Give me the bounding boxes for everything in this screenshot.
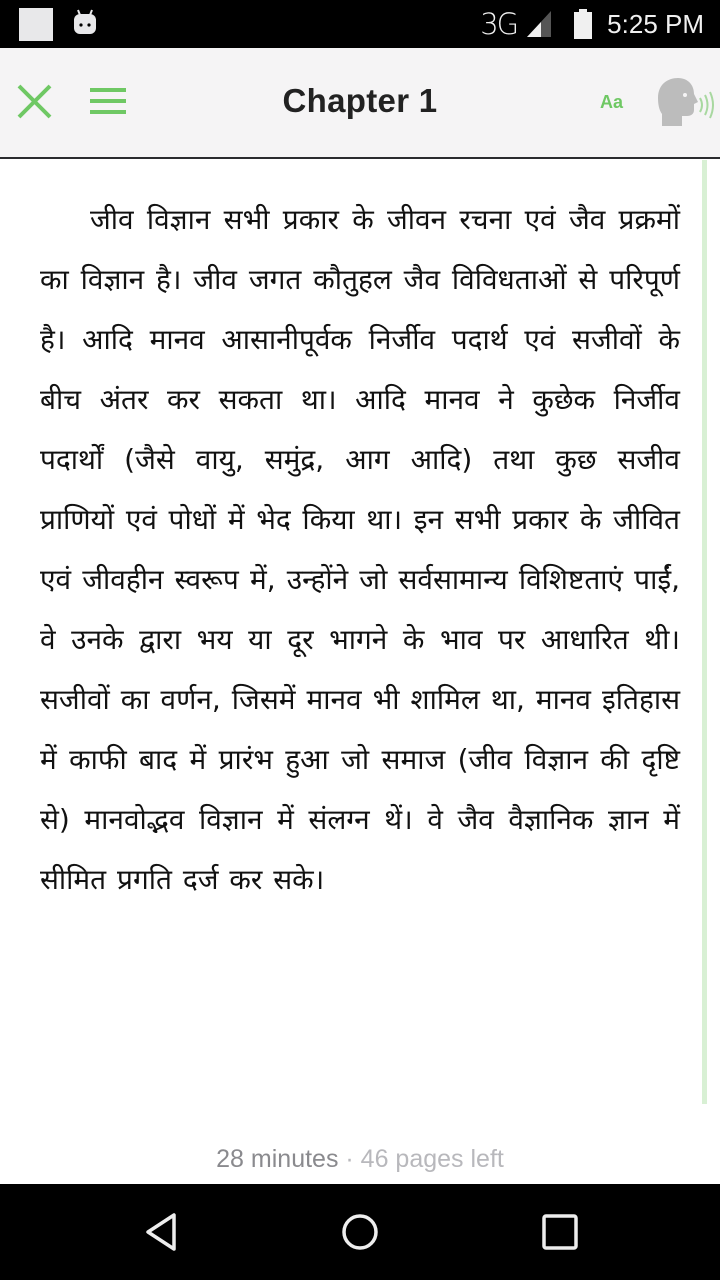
notification-square-icon xyxy=(19,8,53,41)
reader-toolbar xyxy=(0,48,720,159)
status-bar xyxy=(0,0,720,48)
clock: 5:25 PM xyxy=(607,8,704,39)
speaking-head-icon[interactable] xyxy=(654,78,714,128)
home-icon[interactable] xyxy=(340,1212,380,1252)
system-navigation-bar xyxy=(0,1184,720,1280)
battery-icon xyxy=(573,9,593,39)
network-type: 3G xyxy=(480,7,518,41)
reading-progress-info xyxy=(0,1145,720,1174)
font-settings-button[interactable]: Aa xyxy=(600,92,624,112)
android-robot-icon xyxy=(72,8,98,38)
signal-icon xyxy=(527,11,551,37)
chapter-title: Chapter 1 xyxy=(282,82,438,119)
pages-left: 46 pages left xyxy=(360,1145,504,1173)
recents-icon[interactable] xyxy=(540,1212,580,1252)
reading-progress-bar xyxy=(702,160,707,1104)
back-icon[interactable] xyxy=(142,1212,182,1252)
time-left: 28 minutes xyxy=(216,1145,339,1173)
separator: · xyxy=(338,1145,361,1173)
chapter-paragraph: जीव विज्ञान सभी प्रकार के जीवन रचना एवं जैव प्रक्रमों का विज्ञान है। जीव जगत कौतुहल जैव विविधताओं से परिपूर्ण है। आदि मानव आसानीपूर्वक निर्जीव पदार्थ एवं सजीवों के बीच अंतर कर सकता था। आदि मानव ने कुछेक निर्जीव पदार्थों (जैसे वायु, समुंद्र, आग आदि) तथा कुछ सजीव प्राणियों एवं पोधों में भेद किया था। इन सभी प्रकार के जीवित एवं जीवहीन स्वरूप में, उन्होंने जो सर्वसामान्य विशिष्टताएं पाईं, वे उनके द्वारा भय या दूर भागने के भाव पर आधारित थी। सजीवों का वर्णन, जिसमें मानव भी शामिल था, मानव इतिहास में काफी बाद में प्रारंभ हुआ जो समाज (जीव विज्ञान की दृष्टि से) मानवोद्भव विज्ञान में संलग्न थें। वे जैव वैज्ञानिक ज्ञान में सीमित प्रगति दर्ज कर सके। xyxy=(40,203,680,896)
chapter-content xyxy=(40,190,680,910)
